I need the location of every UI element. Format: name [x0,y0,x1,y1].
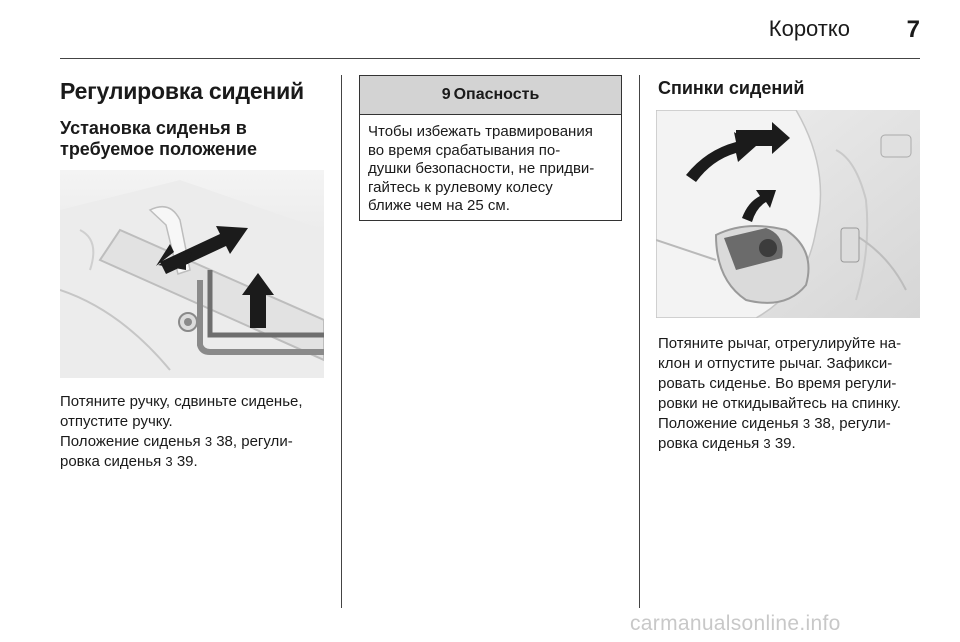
header-divider [60,58,920,59]
instruction-text [60,392,335,432]
page-ref-icon: 3 [204,434,213,449]
text-line: Потяните рычаг, отрегулируйте на- [658,335,902,352]
cross-reference [60,432,335,472]
warning-box [359,75,622,221]
page-ref-icon: 3 [763,436,771,451]
page-ref-icon: 3 [165,454,173,469]
section-heading-right: Спинки сидений [658,78,805,98]
text-line: Положение сиденья 3 38, регули- [658,415,891,432]
text-line: во время срабатывания по- [368,141,561,159]
text-line: ровки не откидывайтесь на спинку. [658,395,901,412]
running-header: Коротко [768,16,850,41]
watermark: carmanualsonline.info [630,612,841,635]
column-divider-left [341,75,342,608]
text-line: ровать сиденье. Во время регули- [658,375,897,392]
text-line: ровка сиденья 3 39. [60,453,198,470]
page-ref-icon: 3 [802,416,811,431]
text-line: клон и отпустите рычаг. Зафикси- [658,355,893,372]
column-divider-right [639,75,640,608]
text-line: гайтесь к рулевому колесу [368,178,553,196]
section-heading: Регулировка сидений [60,78,305,104]
warning-title: Опасность [453,86,540,103]
subsection-heading: Установка сиденья в требуемое положение [60,118,257,159]
warning-text [360,115,621,216]
text-line: Потяните ручку, сдвиньте сиденье, [60,393,303,410]
text-line: Положение сиденья 3 38, регули- [60,433,293,450]
cross-reference-right [658,414,923,454]
warning-icon: 9 [441,86,451,103]
page-number: 7 [906,16,920,43]
seat-adjust-illustration [60,170,324,378]
text-line: ближе чем на 25 см. [368,197,510,214]
seatback-adjust-illustration [656,110,920,318]
text-line: отпустите ручку. [60,413,173,430]
instruction-text-right [658,334,923,414]
warning-header [360,76,621,115]
text-line: душки безопасности, не придви- [368,160,595,177]
text-line: Чтобы избежать травмирования [368,123,593,140]
text-line: ровка сиденья 3 39. [658,435,796,452]
